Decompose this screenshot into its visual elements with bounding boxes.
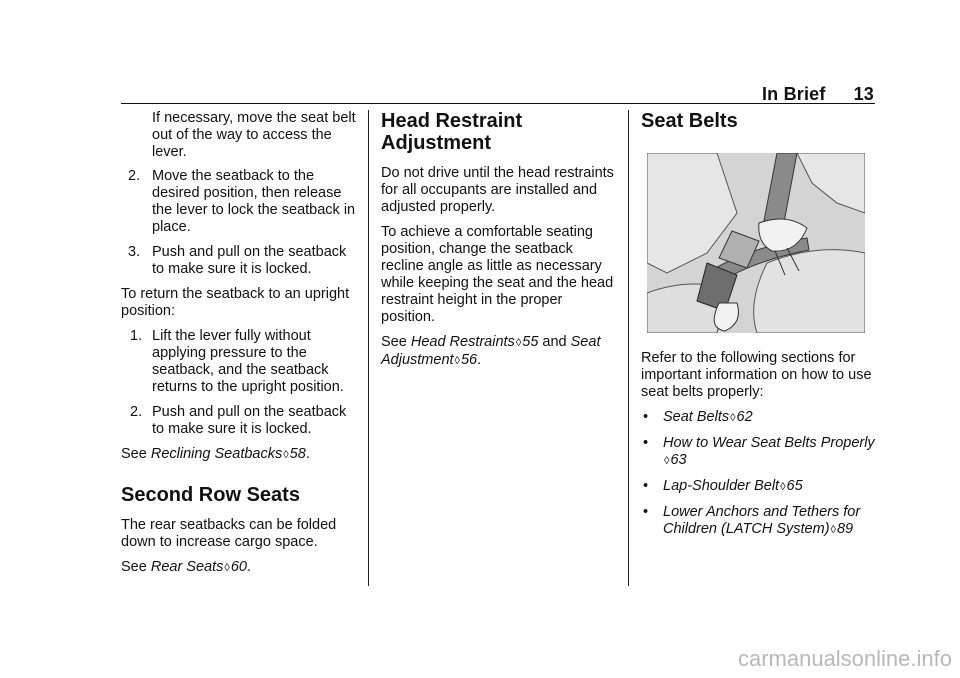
link-reclining-seatbacks[interactable]: Reclining Seatbacks [150, 446, 283, 462]
seat-belts-intro: Refer to the following sections for important information on how to use seat belts properly: [641, 350, 872, 400]
head-restraint-p2: To achieve a comfortable seating position, change the seatback recline angle as little as necessary while keeping the seat and the head restraint height in the proper position. [381, 224, 614, 325]
link-how-to-wear[interactable]: How to Wear Seat Belts Properly [663, 435, 875, 451]
link-head-restraints[interactable]: Head Restraints [410, 334, 515, 350]
head-restraint-p1: Do not drive until the head restraints for all occupants are installed and adjusted properly. [381, 165, 614, 215]
seat-belt-illustration [647, 153, 865, 333]
link-lap-shoulder-belt[interactable]: Lap-Shoulder Belt [663, 478, 780, 494]
watermark: carmanualsonline.info [737, 646, 952, 671]
bullet-lap-shoulder: • Lap-Shoulder Belt◊65 [643, 478, 803, 494]
column-divider-2 [628, 110, 629, 586]
heading-seat-belts: Seat Belts [641, 110, 738, 132]
see-head-restraints: See Head Restraints◊55 and Seat Adjustment◊56. [381, 334, 601, 368]
link-rear-seats[interactable]: Rear Seats [150, 559, 224, 575]
column-2 [381, 110, 619, 378]
page-ref-icon: ◊ [454, 355, 460, 367]
see-rear-seats: See Rear Seats◊60. [121, 559, 251, 575]
second-row-text: The rear seatbacks can be folded down to increase cargo space. [121, 517, 337, 550]
heading-second-row-seats: Second Row Seats [121, 484, 300, 506]
step-continuation: If necessary, move the seat belt out of the way to access the lever. [152, 110, 356, 160]
step-3: 3. Push and pull on the seatback to make sure it is locked. [128, 244, 347, 277]
page-header [762, 84, 874, 105]
link-seat-belts[interactable]: Seat Belts [663, 409, 730, 425]
link-latch-system[interactable]: Lower Anchors and Tethers for Children (LATCH System) [663, 504, 861, 537]
header-rule [121, 103, 875, 104]
page-ref-icon: ◊ [780, 481, 786, 493]
see-reclining: See Reclining Seatbacks◊58. [121, 446, 310, 462]
column-divider-1 [368, 110, 369, 586]
bullet-latch: • Lower Anchors and Tethers for Children (LATCH System)◊89 [643, 504, 861, 537]
heading-head-restraint-adjustment: Head Restraint Adjustment [381, 110, 523, 154]
bullet-how-to-wear: • How to Wear Seat Belts Properly ◊63 [643, 435, 875, 468]
page-ref-icon: ◊ [224, 562, 230, 574]
upright-step-2: 2. Push and pull on the seatback to make sure it is locked. [130, 404, 347, 437]
upright-step-1: 1. Lift the lever fully without applying pressure to the seatback, and the seatback returns to the upright position. [130, 328, 344, 395]
step-2: 2. Move the seatback to the desired position, then release the lever to lock the seatback in place. [128, 168, 356, 235]
page-ref-icon: ◊ [515, 337, 522, 349]
column-3 [641, 110, 881, 547]
page-number: 13 [853, 84, 874, 104]
link-seat-adjustment[interactable]: Seat Adjustment [381, 334, 601, 368]
upright-intro: To return the seatback to an upright position: [121, 286, 350, 319]
page-ref-icon: ◊ [830, 524, 836, 536]
bullet-seat-belts: • Seat Belts◊62 [643, 409, 753, 425]
section-title: In Brief [761, 84, 826, 104]
page-ref-icon: ◊ [664, 455, 670, 467]
column-1 [121, 110, 357, 585]
page-ref-icon: ◊ [283, 449, 289, 461]
page-ref-icon: ◊ [730, 412, 736, 424]
